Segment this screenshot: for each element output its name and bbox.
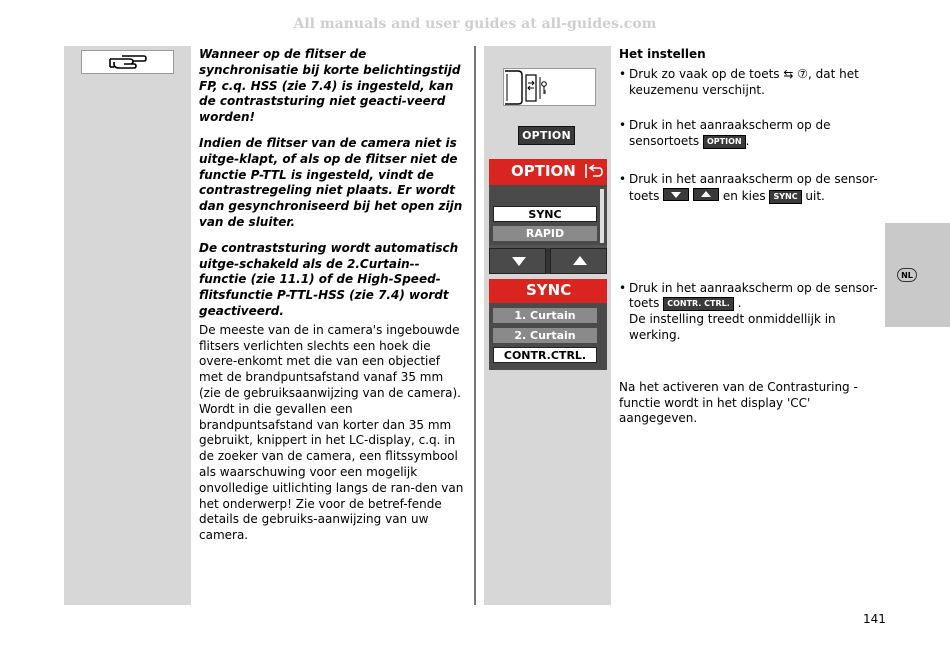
column-divider <box>474 46 476 605</box>
language-tab <box>885 223 950 327</box>
step-1-text-b: , dat het keuzemenu verschijnt. <box>629 66 859 97</box>
option-screen-title: OPTION <box>511 162 576 180</box>
option-screen-header <box>489 159 607 185</box>
option-item-rapid[interactable]: RAPID <box>493 226 597 241</box>
sync-menu-screen <box>489 279 607 370</box>
warning-note-2: Indien de flitser van de camera niet is uitge-klapt, of als op de flitser niet de functie P-TTL is ingesteld, vindt de contrastregeling niet plaats. Er wordt dan gesynchroniseerd bij het open zijn van de sluiter. <box>199 135 463 229</box>
step-4-text-a: Druk in het aanraakscherm op de sensor-toets <box>629 280 878 311</box>
pointing-hand-icon <box>108 53 148 71</box>
sync-screen-header <box>489 279 607 303</box>
up-arrow-icon <box>573 256 587 265</box>
option-sensor-key[interactable]: OPTION <box>518 126 575 145</box>
arrow-key-row <box>489 248 607 274</box>
sync-item-1-curtain[interactable]: 1. Curtain <box>493 308 597 323</box>
option-scrollbar[interactable] <box>600 189 604 243</box>
sync-screen-title: SYNC <box>526 281 572 299</box>
toggle-key-symbol: ⇆ ⑦ <box>783 66 809 81</box>
language-badge: NL <box>897 268 917 282</box>
option-menu-screen <box>489 159 607 274</box>
up-arrow-chip-icon <box>693 188 719 201</box>
left-margin-column <box>64 46 191 605</box>
camera-toggle-key-illustration <box>503 68 596 106</box>
option-chip: OPTION <box>703 135 746 149</box>
step-1-text-a: Druk zo vaak op de toets <box>629 66 780 81</box>
camera-key-icon <box>504 69 595 105</box>
note-icon-box <box>81 50 174 74</box>
down-arrow-key[interactable] <box>489 248 546 274</box>
down-arrow-chip-icon <box>663 188 689 201</box>
page-number: 141 <box>863 612 886 626</box>
step-3-text-a: Druk in het aanraakscherm op de sensor-toets <box>629 171 878 203</box>
right-text-column <box>619 47 884 427</box>
step-2-text-a: Druk in het aanraakscherm op de sensortoets <box>629 118 831 149</box>
down-arrow-icon <box>512 257 526 266</box>
sync-item-2-curtain[interactable]: 2. Curtain <box>493 328 597 343</box>
left-text-column <box>199 47 467 554</box>
step-2 <box>619 118 884 150</box>
section-heading: Het instellen <box>619 47 706 61</box>
body-paragraph: De meeste van de in camera's ingebouwde flitsers verlichten slechts een hoek die overe-enkomt met die van een objectief met de brandpuntsafstand vanaf 35 mm (zie de gebruiksaanwijzing van de camera). Wordt in die gevallen een brandpuntsafstand van korter dan 35 mm gebruikt, knippert in het LC-display, c.q. in de zoeker van de camera, een flitssymbool als waarschuwing voor een mogelijk onvolledige uitlichting langs de ran-den van het onderwerp! Zie voor de betref-fende details de gebruiks-aanwijzing van uw camera. <box>199 322 464 543</box>
sync-item-contr-ctrl[interactable]: CONTR.CTRL. <box>493 347 597 363</box>
step-4 <box>619 281 884 344</box>
step-1 <box>619 67 884 99</box>
up-arrow-key[interactable] <box>550 248 607 274</box>
sync-chip: SYNC <box>769 190 801 204</box>
step-4-text-c: De instelling treedt onmiddellijk in werking. <box>629 312 836 342</box>
warning-note-1: Wanneer op de flitser de synchronisatie bij korte belichtingstijd FP, c.q. HSS (zie 7.4) is ingesteld, kan de contraststuring niet geacti-veerd worden! <box>199 47 461 125</box>
contr-ctrl-chip: CONTR. CTRL. <box>663 297 734 311</box>
watermark: All manuals and user guides at all-guides.com <box>293 16 657 32</box>
return-arrow-icon[interactable] <box>585 162 599 179</box>
step-2-text-b: . <box>745 134 750 149</box>
warning-note-3: De contraststuring wordt automatisch uitge-schakeld als de 2.Curtain--functie (zie 11.1) of de High-Speed-flitsfunctie P-TTL-HSS (zie 7.4) wordt geactiveerd. <box>199 240 459 318</box>
step-3 <box>619 172 884 205</box>
step-3-text-b: uit. <box>805 188 825 203</box>
footer-note: Na het activeren van de Contrasturing - functie wordt in het display 'CC' aangegeven. <box>619 379 858 426</box>
option-item-sync[interactable]: SYNC <box>493 206 597 222</box>
step-3-text-mid: en kies <box>722 188 766 203</box>
step-4-text-b: . <box>737 296 742 311</box>
